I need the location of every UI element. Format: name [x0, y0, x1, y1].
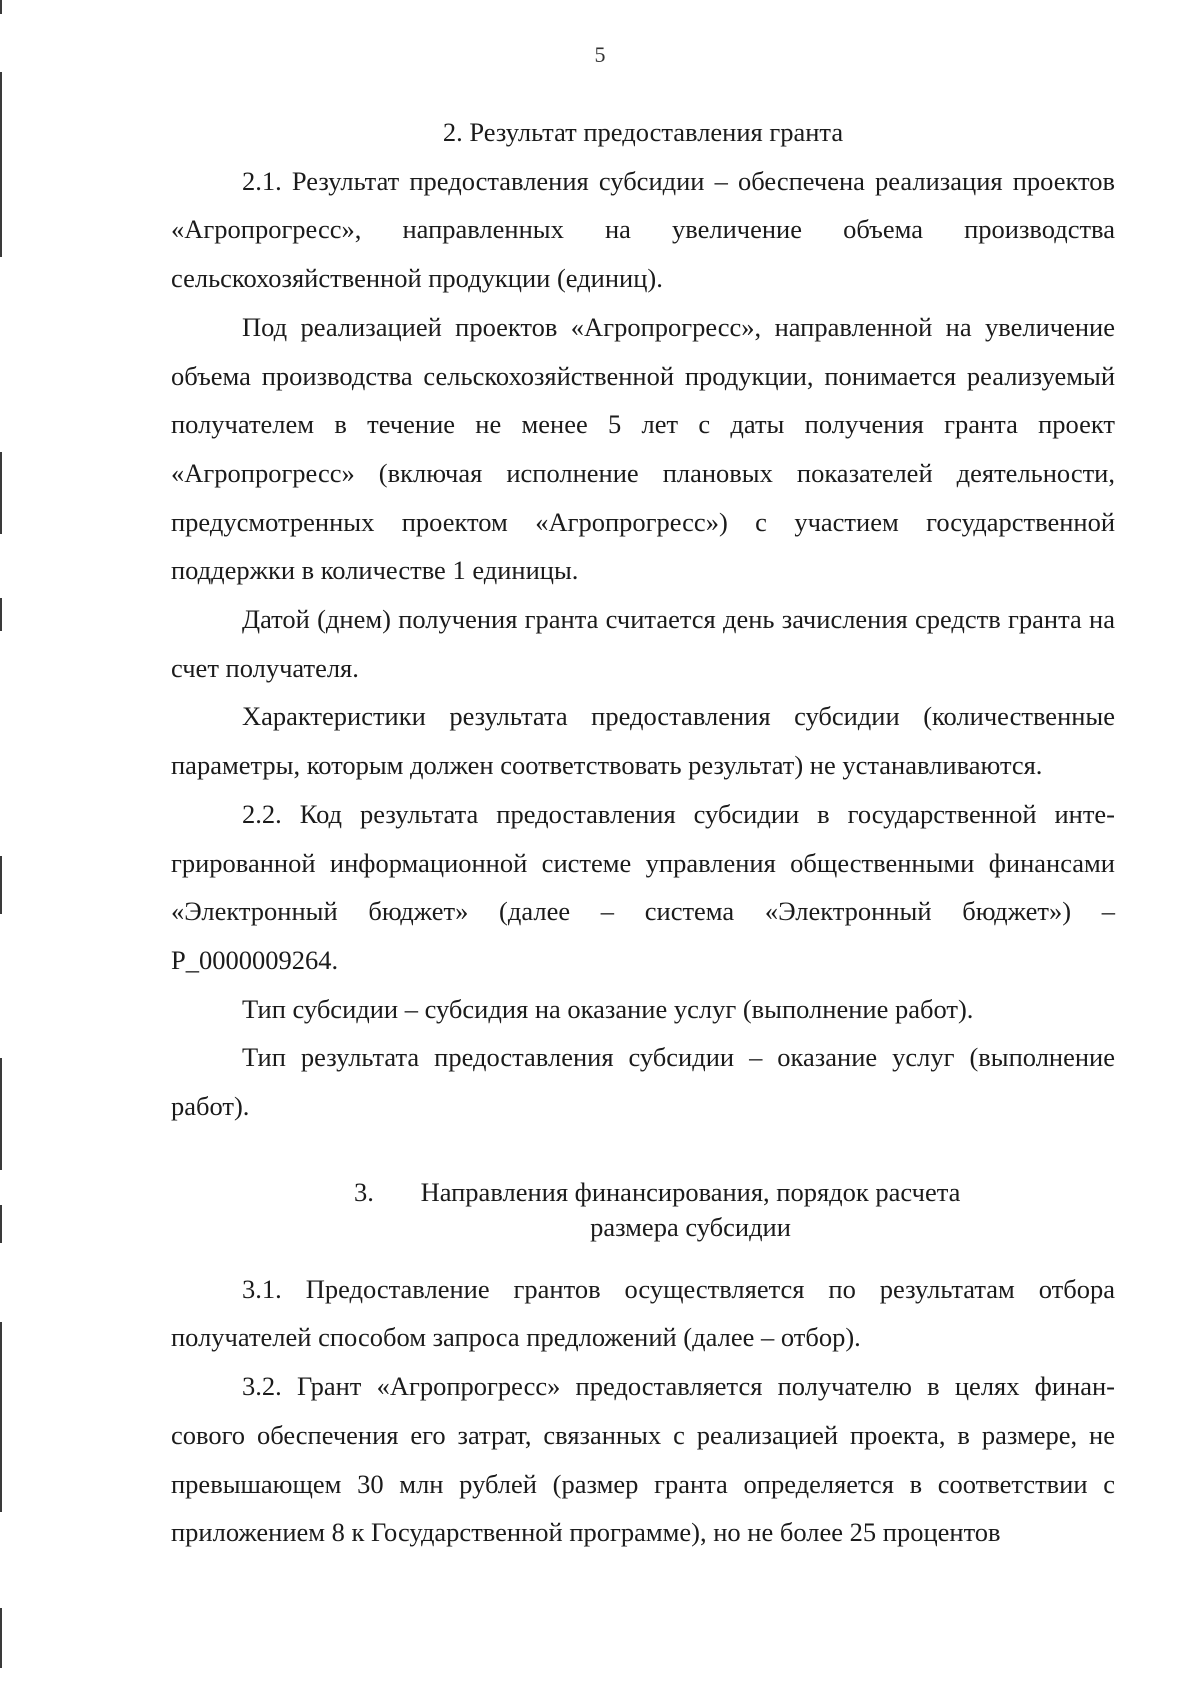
paragraph-2-1-characteristics: Характеристики результата предоставления субсидии (количественные параметры, которым должен соответствовать результат) не устанавливаются.	[171, 701, 1115, 781]
scan-edge-mark	[0, 1322, 2, 1512]
paragraph-3-1: 3.1. Предоставление грантов осуществляется по результатам отбора получателей способом запроса предложений (далее – отбор).	[171, 1273, 1115, 1353]
paragraph-2-2: 2.2. Код результата предоставления субсидии в государственной интегрированной информационной системе управления общественными финансами «Электронный бюджет» (далее – система «Электронный бюджет») – P_0000009264.	[171, 798, 1115, 975]
section-2-heading: 2. Результат предоставления гранта	[442, 117, 844, 147]
scan-edge-mark	[0, 72, 2, 257]
scan-edge-mark	[0, 452, 2, 534]
scan-edge-mark	[0, 0, 2, 14]
scan-edge-mark	[0, 1058, 2, 1170]
paragraph-2-1-definition: Под реализацией проектов «Агропрогресс», направленной на увеличение объема производства сельскохозяйственной продукции, понимается реализуемый получателем в течение не менее 5 лет с даты получения гранта проект «Агропрогресс» (включая исполнение плановых показателей деятельности, предусмотренных проектом «Агропрогресс») с участием государственной поддержки в количестве 1 единицы.	[171, 311, 1115, 586]
scan-edge-mark	[0, 856, 2, 914]
paragraph-result-type: Тип результата предоставления субсидии – оказание услуг (выполнение работ).	[171, 1042, 1115, 1122]
page-number: 5	[594, 42, 606, 67]
paragraph-subsidy-type: Тип субсидии – субсидия на оказание услуг (выполнение работ).	[242, 993, 974, 1024]
section-3-heading	[171, 1175, 1115, 1245]
section-3-number: 3.	[354, 1176, 374, 1207]
section-3-heading-line2: размера субсидии	[590, 1211, 791, 1242]
scan-edge-mark	[0, 598, 2, 631]
scan-edge-mark	[0, 1205, 2, 1243]
paragraph-2-1: 2.1. Результат предоставления субсидии – обеспечена реализация проектов «Агропрогресс», направленных на увеличение объема производства сельскохозяйственной продукции (единиц).	[171, 165, 1115, 294]
paragraph-2-1-grant-date: Датой (днем) получения гранта считается день зачисления средств гранта на счет получателя.	[171, 604, 1115, 683]
document-body	[171, 108, 1115, 1557]
section-3-heading-line1: Направления финансирования, порядок расчета	[420, 1176, 961, 1207]
paragraph-3-2: 3.2. Грант «Агропрогресс» предоставляется получателю в целях финансового обеспечения его затрат, связанных с реализацией проекта, в размере, не превышающем 30 млн рублей (размер гранта определяется в соответствии с приложением 8 к Государственной программе), но не более 25 процентов	[171, 1371, 1115, 1548]
scan-edge-mark	[0, 1608, 2, 1668]
